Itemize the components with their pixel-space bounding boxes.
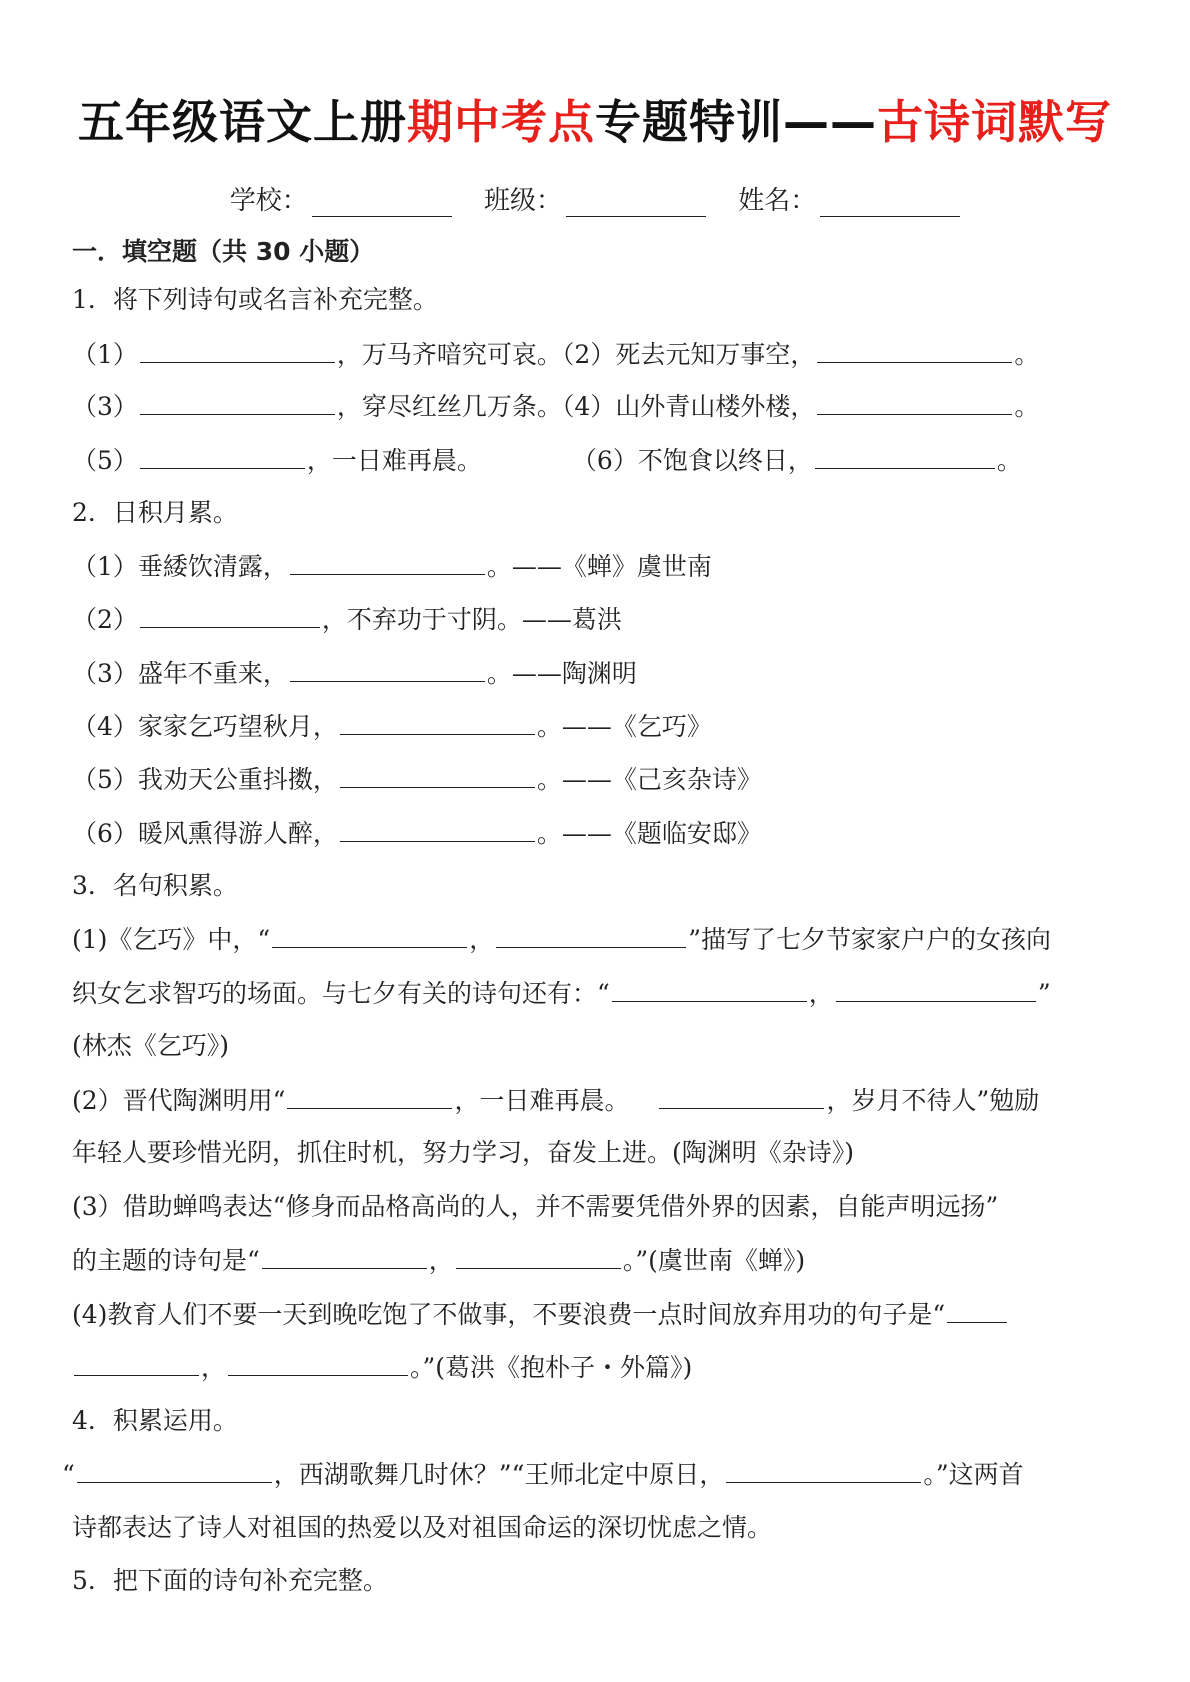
class-field: 班级： (484, 180, 706, 217)
page-title (0, 86, 1190, 152)
answer-blank[interactable] (74, 1351, 199, 1376)
school-field: 学校： (230, 180, 452, 217)
answer-blank[interactable] (947, 1298, 1007, 1323)
title-part4: 古诗词默写 (877, 95, 1112, 149)
answer-blank[interactable] (817, 390, 1012, 415)
q2-item3: （3）盛年不重来， 。——陶渊明 (72, 659, 637, 688)
answer-blank[interactable] (287, 1084, 452, 1109)
student-info (0, 180, 1190, 217)
q3-p4-line1: (4)教育人们不要一天到晚吃饱了不做事，不要浪费一点时间放弃用功的句子是“ (72, 1298, 1009, 1331)
q3-p2-line2: 年轻人要珍惜光阴，抓住时机，努力学习，奋发上进。(陶渊明《杂诗》) (72, 1138, 855, 1167)
answer-blank[interactable] (140, 338, 335, 363)
name-field: 姓名： (738, 180, 960, 217)
q3-stem: 3．名句积累。 (72, 871, 238, 900)
q4-line1: “ ，西湖歌舞几时休？”“王师北定中原日， 。”这两首 (62, 1460, 1024, 1489)
q2-item1: （1）垂緌饮清露， 。——《蝉》虞世南 (72, 552, 712, 581)
q3-p1-line1: (1)《乞巧》中，“ ， ”描写了七夕节家家户户的女孩向 (72, 925, 1052, 954)
q1-stem: 1．将下列诗句或名言补充完整。 (72, 285, 438, 314)
answer-blank[interactable] (496, 923, 686, 948)
answer-blank[interactable] (340, 763, 535, 788)
answer-blank[interactable] (612, 977, 807, 1002)
title-part2: 期中考点 (407, 95, 595, 149)
answer-blank[interactable] (140, 603, 320, 628)
class-blank[interactable] (566, 190, 706, 217)
q2-stem: 2．日积月累。 (72, 498, 238, 527)
q2-item5: （5）我劝天公重抖擞， 。——《己亥杂诗》 (72, 765, 762, 794)
answer-blank[interactable] (456, 1244, 621, 1269)
section-title: 一．填空题（共 30 小题） (72, 237, 375, 266)
q2-item4: （4）家家乞巧望秋月， 。——《乞巧》 (72, 712, 712, 741)
q5-stem: 5．把下面的诗句补充完整。 (72, 1566, 388, 1595)
q3-p3-line2: 的主题的诗句是“ ， 。”(虞世南《蝉》) (72, 1246, 806, 1275)
q2-item2: （2） ，不弃功于寸阴。——葛洪 (72, 605, 622, 634)
name-blank[interactable] (820, 190, 960, 217)
answer-blank[interactable] (340, 710, 535, 735)
answer-blank[interactable] (836, 977, 1036, 1002)
answer-blank[interactable] (140, 390, 335, 415)
answer-blank[interactable] (726, 1458, 921, 1483)
q3-p1-line3: (林杰《乞巧》) (72, 1031, 230, 1060)
answer-blank[interactable] (262, 1244, 427, 1269)
answer-blank[interactable] (140, 444, 305, 469)
q3-p1-line2: 织女乞求智巧的场面。与七夕有关的诗句还有：“ ， ” (72, 979, 1051, 1008)
answer-blank[interactable] (817, 338, 1012, 363)
school-blank[interactable] (312, 190, 452, 217)
q2-item6: （6）暖风熏得游人醉， 。——《题临安邸》 (72, 819, 762, 848)
q4-line2: 诗都表达了诗人对祖国的热爱以及对祖国命运的深切忧虑之情。 (72, 1513, 773, 1542)
answer-blank[interactable] (290, 550, 485, 575)
answer-blank[interactable] (228, 1351, 408, 1376)
q1-row3: （5） ，一日难再晨。 （6）不饱食以终日， 。 (72, 446, 1022, 475)
answer-blank[interactable] (272, 923, 467, 948)
q4-stem: 4．积累运用。 (72, 1406, 238, 1435)
q3-p4-line2: ， 。”(葛洪《抱朴子・外篇》) (72, 1351, 692, 1384)
title-part1: 五年级语文上册 (78, 95, 407, 149)
q3-p3-line1: (3）借助蝉鸣表达“修身而品格高尚的人，并不需要凭借外界的因素，自能声明远扬” (72, 1192, 999, 1221)
q1-row1: （1） ，万马齐喑究可哀。（2）死去元知万事空， 。 (72, 340, 1040, 369)
answer-blank[interactable] (340, 817, 535, 842)
answer-blank[interactable] (77, 1458, 272, 1483)
answer-blank[interactable] (290, 657, 485, 682)
answer-blank[interactable] (659, 1084, 824, 1109)
q1-row2: （3） ，穿尽红丝几万条。（4）山外青山楼外楼， 。 (72, 392, 1040, 421)
title-part3: 专题特训—— (595, 95, 877, 149)
answer-blank[interactable] (815, 444, 995, 469)
q3-p2-line1: (2）晋代陶渊明用“ ，一日难再晨。 ，岁月不待人”勉励 (72, 1086, 1040, 1115)
